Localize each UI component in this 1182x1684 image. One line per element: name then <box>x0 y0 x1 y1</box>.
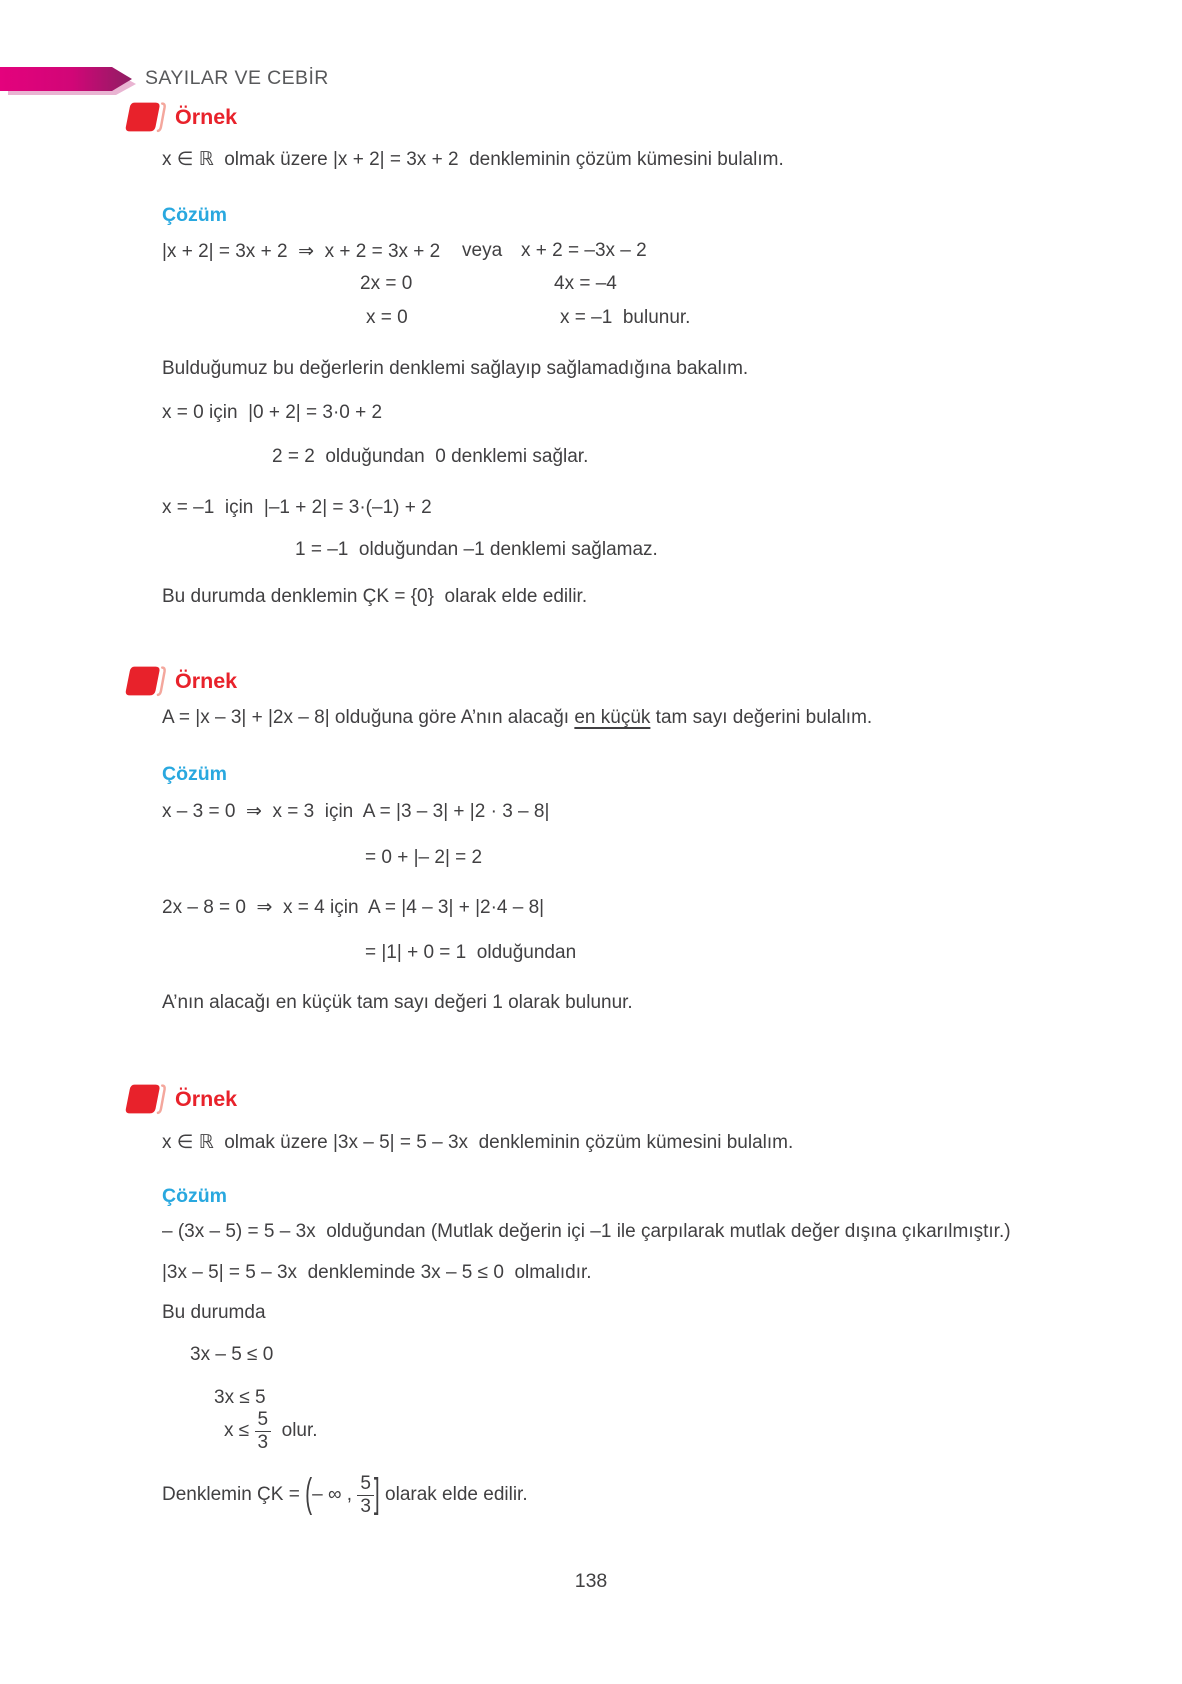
example1-eq-row1-left: |x + 2| = 3x + 2 ⇒ x + 2 = 3x + 2 <box>162 241 441 262</box>
conclusion-tail: olarak elde edilir. <box>379 1484 528 1506</box>
example-badge-icon <box>124 1082 168 1116</box>
example1-eq-row2-left: 2x = 0 <box>360 273 413 294</box>
close-bracket: ] <box>373 1472 380 1517</box>
fraction <box>357 1474 374 1517</box>
page-number: 138 <box>574 1570 608 1592</box>
example1-check2: x = –1 için |–1 + 2| = 3·(–1) + 2 <box>162 497 432 518</box>
example1-eq-row2-right: 4x = –4 <box>554 273 617 294</box>
step3-tail: olur. <box>271 1420 318 1442</box>
example2-problem <box>162 707 872 729</box>
example1-check1: x = 0 için |0 + 2| = 3·0 + 2 <box>162 402 383 423</box>
example3-line1: – (3x – 5) = 5 – 3x olduğundan (Mutlak değerin içi –1 ile çarpılarak mutlak değer dışına çıkarılmıştır.) <box>162 1221 1011 1242</box>
example3-step3 <box>224 1410 318 1453</box>
step3-lhs: x ≤ <box>224 1420 255 1442</box>
example2-conclusion: A’nın alacağı en küçük tam sayı değeri 1 olarak bulunur. <box>162 992 633 1013</box>
header-arrow <box>0 67 132 91</box>
fraction-denominator: 3 <box>360 1495 371 1517</box>
example1-check2-result: 1 = –1 olduğundan –1 denklemi sağlamaz. <box>295 539 658 560</box>
example1-eq-row3-right: x = –1 bulunur. <box>560 307 691 328</box>
solution-label: Çözüm <box>162 763 227 785</box>
example1-note: Bulduğumuz bu değerlerin denklemi sağlayıp sağlamadığına bakalım. <box>162 358 749 379</box>
example1-eq-row1-veya: veya <box>462 240 503 261</box>
example3-problem: x ∈ ℝ olmak üzere |3x – 5| = 5 – 3x denkleminin çözüm kümesini bulalım. <box>162 1132 794 1153</box>
fraction <box>255 1410 272 1453</box>
example3-step2: 3x ≤ 5 <box>214 1387 266 1408</box>
example2-header <box>124 663 237 699</box>
example-label: Örnek <box>175 1086 238 1111</box>
example3-step1: 3x – 5 ≤ 0 <box>190 1344 274 1365</box>
example2-eq1: x – 3 = 0 ⇒ x = 3 için A = |3 – 3| + |2 · 3 – 8| <box>162 801 550 822</box>
solution-label: Çözüm <box>162 204 227 226</box>
fraction-numerator: 5 <box>357 1474 374 1496</box>
example-label: Örnek <box>175 104 238 129</box>
example2-problem-pre: A = |x – 3| + |2x – 8| olduğuna göre A’nın alacağı <box>162 707 575 728</box>
example2-problem-post: tam sayı değerini bulalım. <box>650 707 873 728</box>
fraction-numerator: 5 <box>255 1410 272 1432</box>
example-badge-icon <box>124 100 168 134</box>
example2-eq2: 2x – 8 = 0 ⇒ x = 4 için A = |4 – 3| + |2·4 – 8| <box>162 897 545 918</box>
example1-eq-row1-right: x + 2 = –3x – 2 <box>521 240 647 261</box>
example3-header <box>124 1081 237 1117</box>
example-badge-icon <box>124 664 168 698</box>
fraction-denominator: 3 <box>257 1431 269 1453</box>
example2-eq1-result: = 0 + |– 2| = 2 <box>365 847 483 868</box>
conclusion-lhs: Denklemin ÇK = <box>162 1484 306 1506</box>
example1-problem: x ∈ ℝ olmak üzere |x + 2| = 3x + 2 denkleminin çözüm kümesini bulalım. <box>162 149 784 170</box>
open-paren: ( <box>305 1472 313 1517</box>
example3-conclusion <box>162 1474 528 1517</box>
example2-problem-underlined: en küçük <box>574 707 651 728</box>
example1-conclusion: Bu durumda denklemin ÇK = {0} olarak elde edilir. <box>162 586 588 607</box>
solution-label: Çözüm <box>162 1185 227 1207</box>
example1-header <box>124 99 237 135</box>
example2-eq2-result: = |1| + 0 = 1 olduğundan <box>365 942 577 963</box>
interval-head: – ∞ , <box>312 1484 358 1506</box>
chapter-title: SAYILAR VE CEBİR <box>145 67 329 89</box>
example1-eq-row3-left: x = 0 <box>366 307 408 328</box>
example1-check1-result: 2 = 2 olduğundan 0 denklemi sağlar. <box>272 446 589 467</box>
example3-line2: |3x – 5| = 5 – 3x denkleminde 3x – 5 ≤ 0 olmalıdır. <box>162 1262 592 1283</box>
header-arrow-icon <box>0 66 140 96</box>
example-label: Örnek <box>175 668 238 693</box>
example3-line3: Bu durumda <box>162 1302 266 1323</box>
